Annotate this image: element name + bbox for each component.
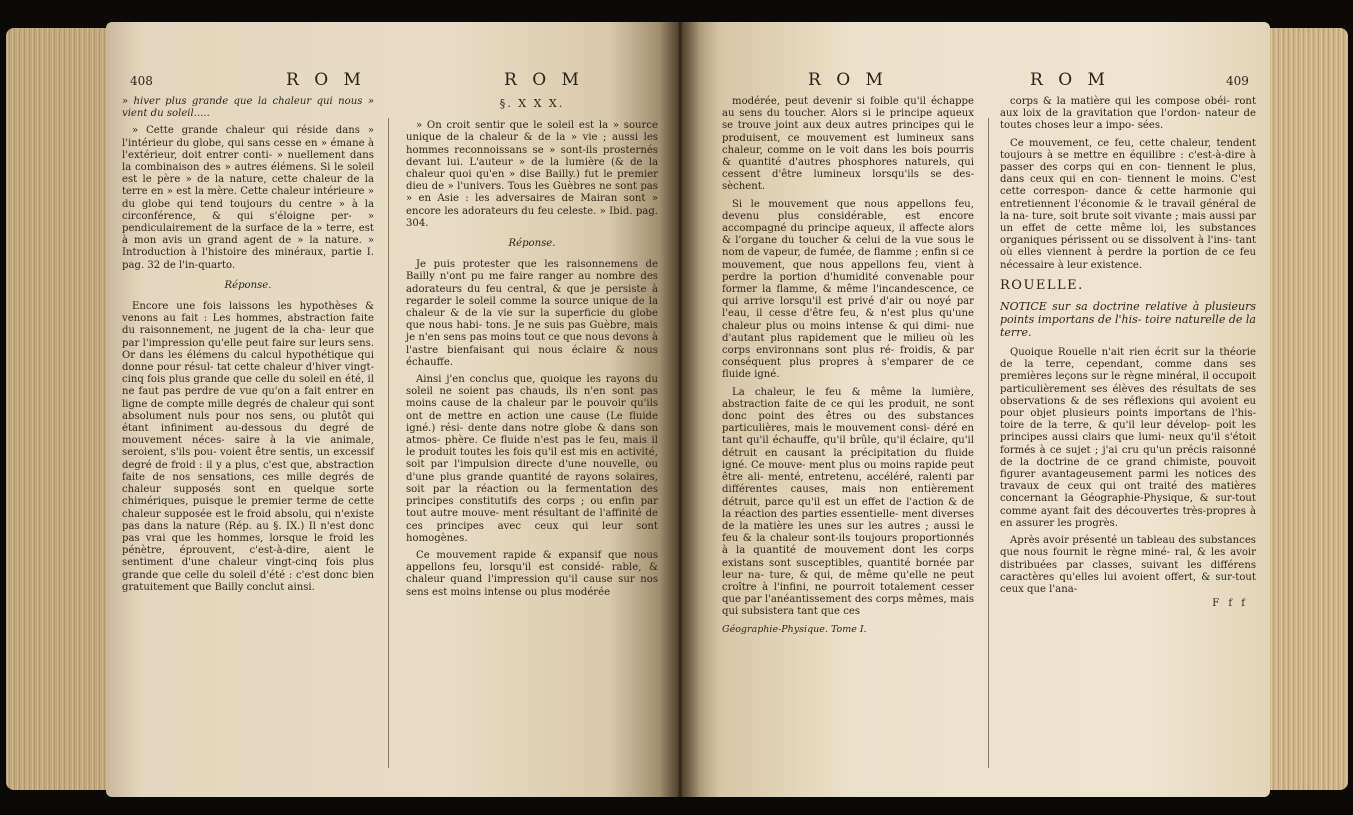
right-page [678,22,1270,797]
running-head-left: R O M [286,70,366,90]
paragraph: Encore une fois laissons les hypothèses & venons au fait : Les hommes, abstraction faite du raisonnement, ne jugent de la cha- leur que par l'impression qu'elle peut faire sur leurs sens. Or dans les élémens du calcul hypothétique qui donne pour résul- tat cette chaleur d'hiver vingt-cinq fois plus grande que celle du soleil en été, il ne faut pas perdre de vue qu'on a fait entrer en ligne de compte mille degrés de chaleur qui sont absolument nuls pour nos sens, ou plutôt qui étant infiniment au-dessous du degré de mouvement néces- saire à la vie animale, seroient, s'ils pou- voient être sentis, un excessif degré de froid : il y a plus, c'est que, abstraction faite de nos sensations, ces mille degrés de chaleur supposés sont en quelque sorte chimériques, puisque le premier terme de cette chaleur supposée est le froid absolu, qui n'existe pas dans la nature (Rép. au §. IX.) Il n'est donc pas vrai que les hommes, lorsque le froid les pénètre, éprouvent, c'est-à-dire, aient le sentiment d'une chaleur vingt-cinq fois plus grande que celle du soleil d'été : c'est donc bien gratuitement que Bailly conclut ainsi. [122,301,374,593]
page-number-right: 409 [1226,74,1249,88]
paragraph: » Cette grande chaleur qui réside dans » l'intérieur du globe, qui sans cesse en » émane à l'extérieur, doit entrer conti- » nuellement dans la combinaison des » autres élémens. Si le soleil est le père » de la nature, cette chaleur de la terre en » est la mère. Cette chaleur intérieure » du globe qui tend toujours du centre » à la circonférence, & qui s'éloigne per- » pendiculairement de la surface de la » terre, est à mon avis un grand agent de » la nature. » Introduction à l'histoire des minéraux, partie I. pag. 32 de l'in-quarto. [122,125,374,271]
column-rule [388,118,389,768]
running-head-right: R O M [808,70,888,90]
paragraph: Si le mouvement que nous appellons feu, devenu plus considérable, est encore accompagné du principe aqueux, il affecte alors & l'organe du toucher & celui de la vue sous le nom de vapeur, de fumée, de flamme ; enfin si ce mouvement, que nous appellons feu, vient à perdre la portion d'humidité convenable pour former la flamme, & même l'incandescence, ce qui arrive lorsqu'il est privé d'air ou noyé par l'eau, il cesse d'être feu, & n'est plus qu'une chaleur plus ou moins intense & qui dimi- nue d'autant plus rapidement que le milieu où les corps environnans sont plus ré- froidis, & par conséquent plus propres à s'emparer de ce fluide igné. [722,198,974,381]
paragraph: modérée, peut devenir si foible qu'il échappe au sens du toucher. Alors si le principe aqueux se trouve joint aux deux autres principes qui le produisent, ce mouvement est lumineux sans chaleur, comme on le voit dans les bois pourris & quantité d'autres phosphores naturels, qui cessent d'être lumineux lorsqu'ils se des- sèchent. [722,96,974,193]
paragraph: Ce mouvement rapide & expansif que nous appellons feu, lorsqu'il est considé- rable, & chaleur quand l'impression qu'il cause sur nos sens est moins intense ou plus modérée [406,549,658,598]
section-heading-rouelle: ROUELLE. [1000,277,1084,293]
signature-mark: F f f [1212,597,1248,609]
section-heading: §. X X X. [499,97,565,110]
book-gutter [660,22,700,797]
paragraph: Quoique Rouelle n'ait rien écrit sur la théorie de la terre, cependant, comme dans ses premières leçons sur le règne minéral, il occupoit particulièrement ses élèves des résultats de ses observations & de ses réflexions qui avoient eu pour objet plusieurs points importans de l'his- toire de la terre, & qu'il leur dévelop- poit les principes aussi clairs que lumi- neux qu'il s'étoit formés à ce sujet ; j'ai cru qu'un précis raisonné de la doctrine de ce grand chimiste, pouvoit figurer avantageusement parmi les notices des travaux de ceux qui ont traité des matières concernant la Géographie-Physique, & sur-tout comme ayant fait des découvertes très-propres à en assurer les progrès. [1000,347,1256,529]
paragraph: » hiver plus grande que la chaleur qui nous » vient du soleil..... [122,96,374,120]
page-edges-left [6,28,106,790]
paragraph: La chaleur, le feu & même la lumière, abstraction faite de ce qui les produit, ne sont donc point des êtres ou des substances particulières, mais le mouvement consi- déré en tant qu'il échauffe, qu'il brûle, qu'il éclaire, qu'il détruit en causant la précipitation du fluide igné. Ce mouve- ment plus ou moins rapide peut être ali- menté, entretenu, accéléré, ralenti par différentes causes, mais non entièrement détruit, parce qu'il est un effet de l'action & de la réaction des parties essentielle- ment diverses de la matière les unes sur les autres ; aussi le feu & la chaleur sont-ils toujours proportionnés à la quantité de mouvement dont les corps existans sont susceptibles, quantité bornée par leur na- ture, & qui, de même qu'elle ne peut croître à l'infini, ne pourroit totalement cesser que par l'anéantissement des corps mêmes, mais qui subsistera tant que ces [722,386,974,618]
paragraph: Je puis protester que les raisonnemens de Bailly n'ont pu me faire ranger au nombre des adorateurs du feu central, & que je persiste à regarder le soleil comme la source unique de la chaleur & de la vie sur la superficie du globe que nous habi- tons. Je ne suis pas Guèbre, mais je n'en sens pas moins tout ce que nous devons à l'astre bienfaisant qui nous éclaire & nous échauffe. [406,259,658,368]
page-number-left: 408 [130,74,153,88]
right-page-header [678,70,1270,94]
left-column-2 [406,96,658,604]
paragraph: Ainsi j'en conclus que, quoique les rayons du soleil ne soient pas chauds, ils n'en sont pas moins cause de la chaleur par le pouvoir qu'ils ont de mettre en action une cause (Le fluide igné.) rési- dente dans notre globe & dans son atmos- phère. Ce fluide n'est pas le feu, mais il le produit toutes les fois qu'il est mis en activité, soit par l'impulsion directe d'une nouvelle, ou d'une plus grande quantité de rayons solaires, soit par la réaction ou la fermentation des principes constitutifs des corps ; ou enfin par tout autre mouve- ment résultant de l'affinité de ces principes avec ceux qui leur sont homogènes. [406,374,658,544]
subheading-reponse: Réponse. [508,238,556,250]
right-column-1 [722,96,974,641]
paragraph: » On croit sentir que le soleil est la » source unique de la chaleur & de la » vie ; aussi les hommes reconnoissans se » sont-ils prosternés devant lui. L'auteur » de la lumière (& de la chaleur quoi qu'en » dise Bailly.) fut le premier dieu de » l'univers. Tous les Guèbres ne sont pas » en Asie : les adversaires de Mairan sont » encore les adorateurs du feu celeste. » Ibid. pag. 304. [406,120,658,229]
left-column-1 [122,96,374,599]
right-column-2 [1000,96,1256,609]
running-head-left-2: R O M [504,70,584,90]
notice-title: NOTICE sur sa doctrine relative à plusieurs points importans de l'his- toire naturelle de la terre. [1000,300,1256,340]
paragraph: Ce mouvement, ce feu, cette chaleur, tendent toujours à se mettre en équilibre : c'est-à-dire à passer des corps qui en con- tiennent le plus, dans ceux qui en con- tiennent le moins. C'est cette correspon- dance & cette harmonie qui entretiennent l'économie & le travail général de la na- ture, soit brute soit vivante ; mais aussi par un effet de cette même loi, les substances organiques périssent ou se dissolvent à l'ins- tant où elles viennent à perdre la portion de ce feu nécessaire à leur existence. [1000,137,1256,271]
column-rule [988,118,989,768]
left-page-header [106,70,678,94]
left-page [106,22,678,797]
page-edges-right [1270,28,1348,790]
subheading-reponse: Réponse. [224,279,272,291]
running-head-right-2: R O M [1030,70,1110,90]
paragraph: Après avoir présenté un tableau des substances que nous fournit le règne miné- ral, & les avoir distribuées par classes, suivant les différens caractères qu'elles lui avoient offert, & sur-tout ceux que l'ana- [1000,535,1256,595]
footer-title: Géographie-Physique. Tome I. [722,623,867,635]
paragraph: corps & la matière qui les compose obéi- ront aux loix de la gravitation que l'ordon- nateur de toutes choses leur a impo- sées. [1000,96,1256,132]
